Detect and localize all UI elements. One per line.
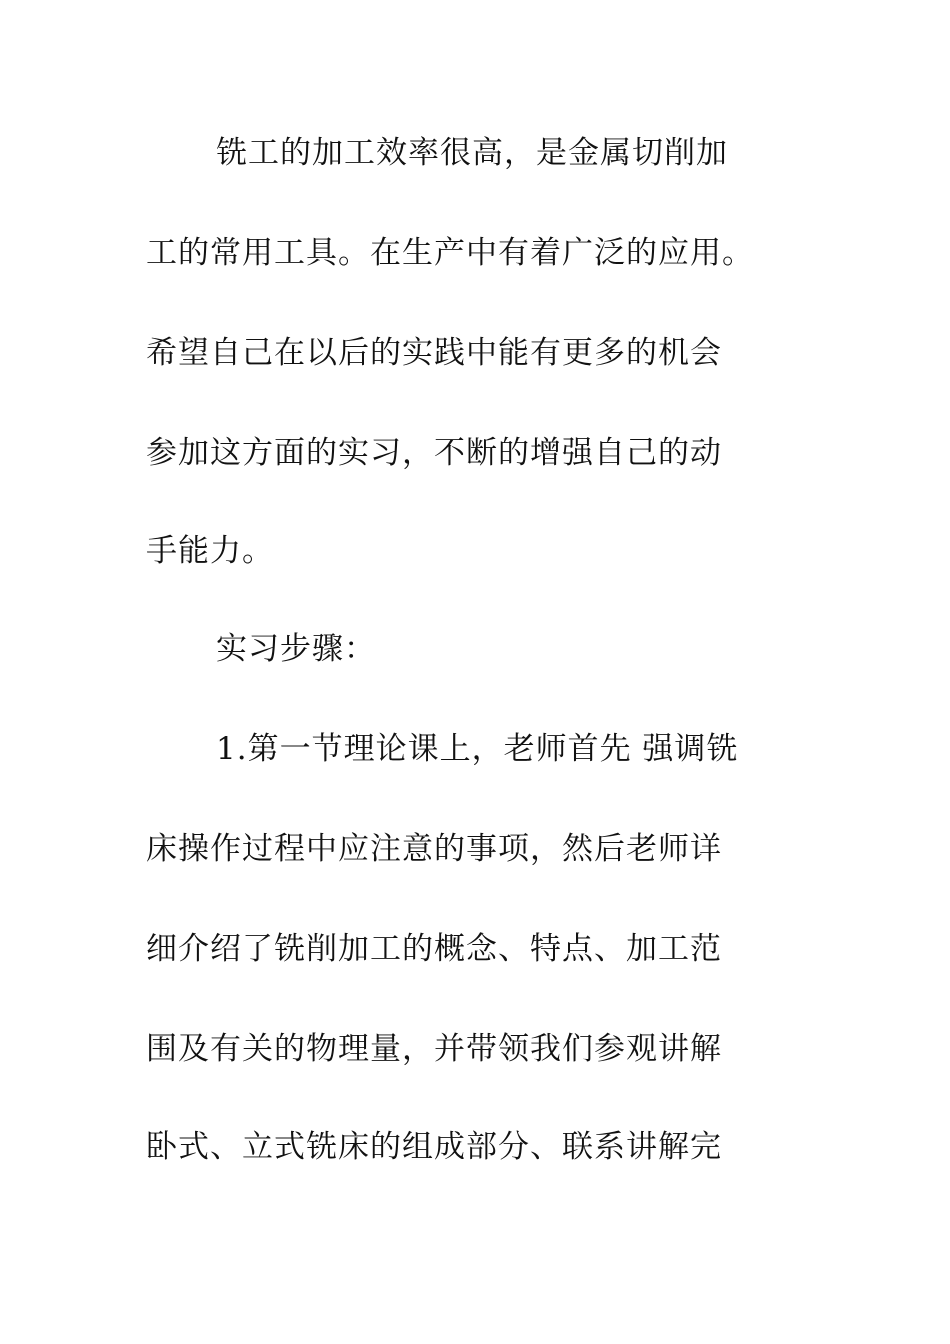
paragraph-1-line-2: 工的常用工具。在生产中有着广泛的应用。 [146, 235, 754, 271]
paragraph-1-line-3: 希望自己在以后的实践中能有更多的机会 [146, 335, 722, 371]
paragraph-1-line-1: 铣工的加工效率很高，是金属切削加 [216, 135, 728, 171]
step-1-line-5: 卧式、立式铣床的组成部分、联系讲解完 [146, 1129, 722, 1165]
paragraph-1-line-5: 手能力。 [146, 533, 274, 569]
paragraph-1-line-4: 参加这方面的实习，不断的增强自己的动 [146, 435, 722, 471]
section-heading-steps: 实习步骤： [216, 631, 376, 667]
step-1-line-1: 1.第一节理论课上，老师首先 强调铣 [216, 731, 739, 767]
step-1-line-4: 围及有关的物理量，并带领我们参观讲解 [146, 1031, 722, 1067]
step-1-line-3: 细介绍了铣削加工的概念、特点、加工范 [146, 931, 722, 967]
step-1-line-2: 床操作过程中应注意的事项，然后老师详 [146, 831, 722, 867]
